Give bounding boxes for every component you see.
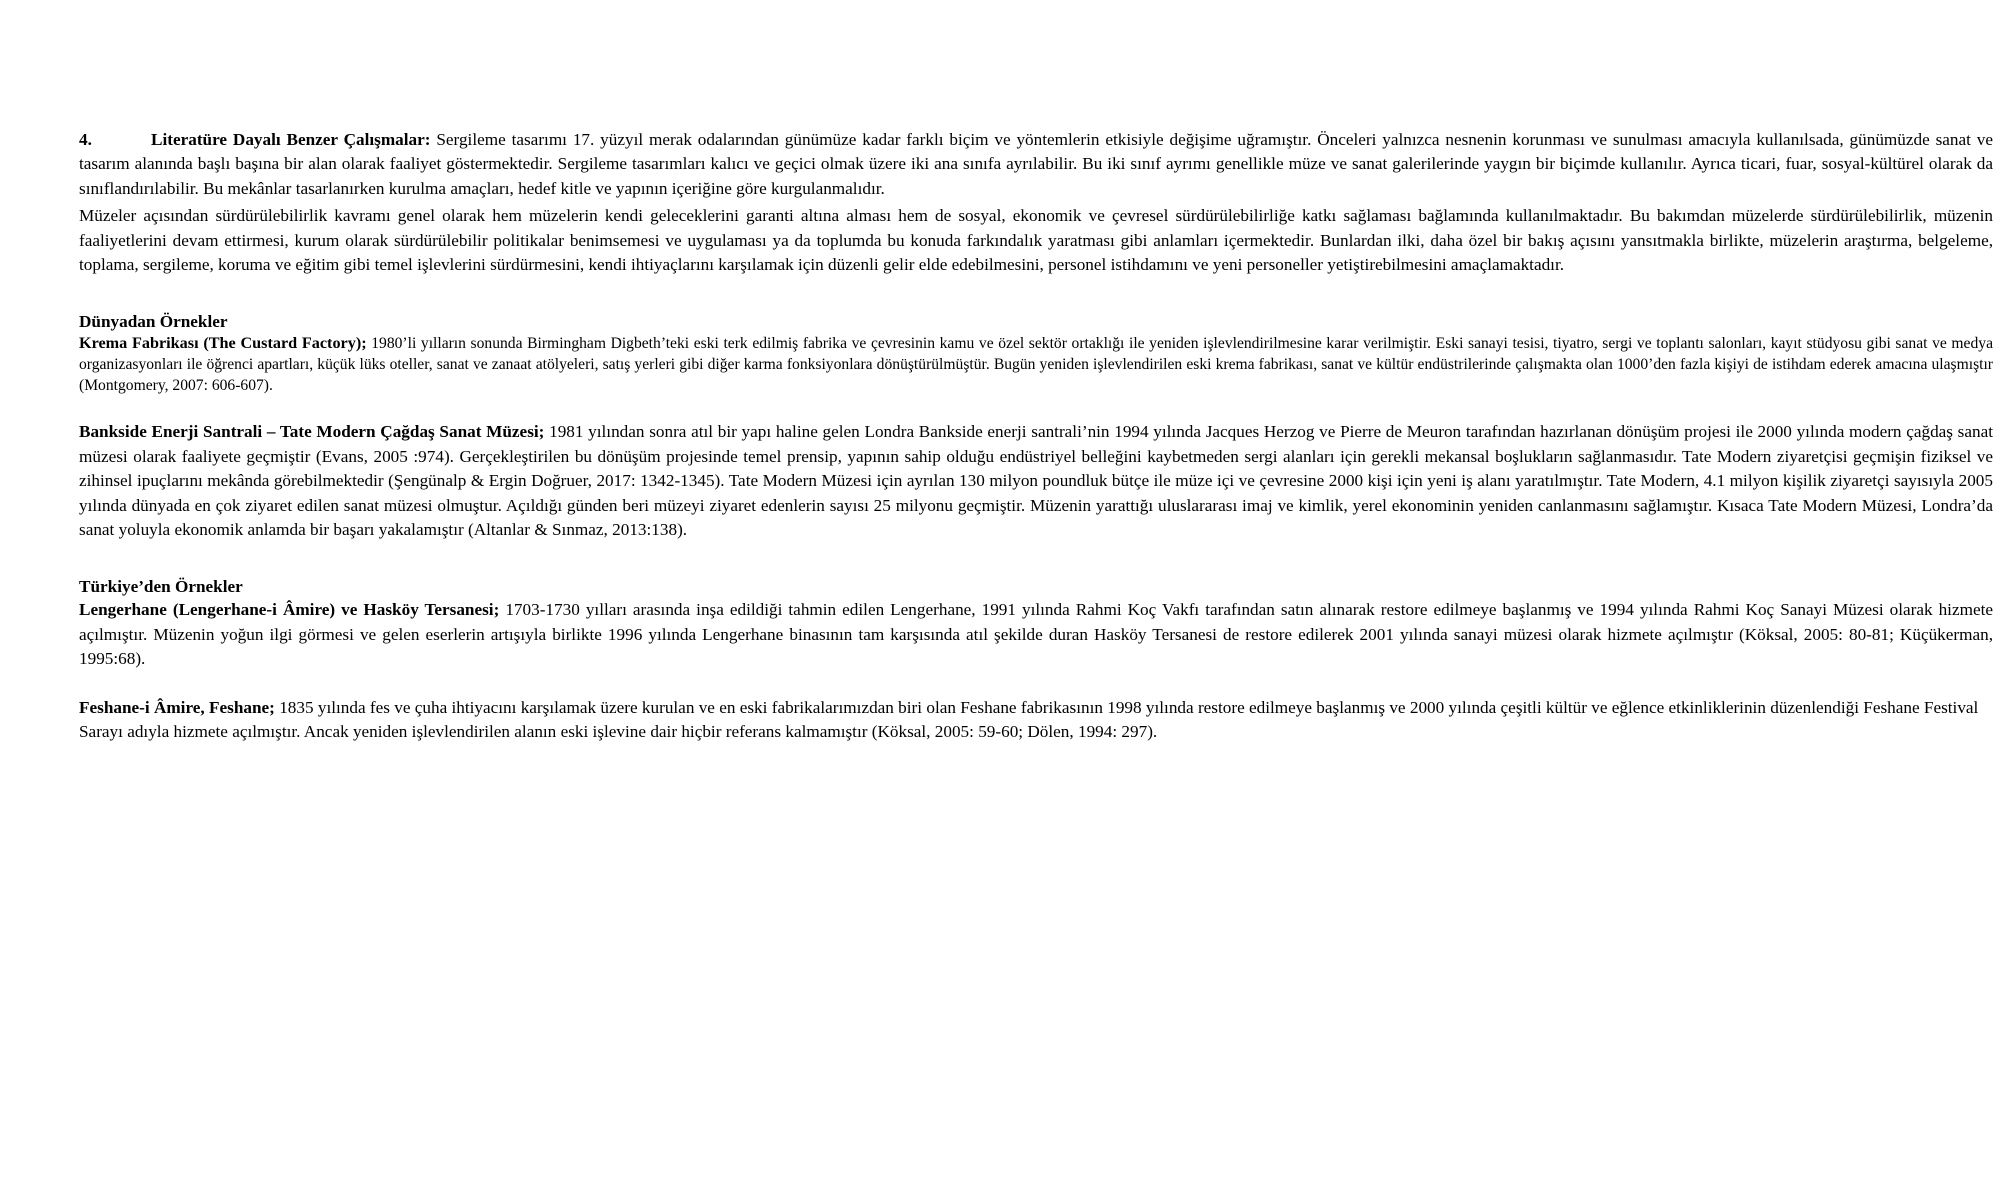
- sustainability-paragraph: Müzeler açısından sürdürülebilirlik kavramı genel olarak hem müzelerin kendi geleceklerini garanti altına alması hem de sosyal, ekonomik ve çevresel sürdürülebilirliğe katkı sağlaması bağlamında kullanılmaktadır. Bu bakımdan müzelerde sürdürülebilirlik, müzenin faaliyetlerini devam ettirmesi, kurum olarak sürdürülebilir politikalar benimsemesi ve uygulaması ya da toplumda bu konuda farkındalık yaratması gibi anlamları içermektedir. Bunlardan ilki, daha özel bir bakış açısını yansıtmakla birlikte, müzelerin araştırma, belgeleme, toplama, sergileme, koruma ve eğitim gibi temel işlevlerini sürdürmesini, kendi ihtiyaçlarını karşılamak için düzenli gelir elde edebilmesini, personel istihdamını ve yeni personeller yetiştirebilmesini amaçlamaktadır.: [79, 206, 1993, 275]
- lengerhane-text: 1703-1730 yılları arasında inşa edildiği tahmin edilen Lengerhane, 1991 yılında Rahmi Koç Vakfı tarafından satın alınarak restore edilmeye başlanmış ve 1994 yılında Rahmi Koç Sanayi Müzesi olarak hizmete açılmıştır. Müzenin yoğun ilgi görmesi ve gelen eserlerin artışıyla birlikte 1996 yılında Lengerhane binasının tam karşısında atıl şekilde duran Hasköy Tersanesi de restore edilerek 2001 yılında sanayi müzesi olarak hizmete açılmıştır (Köksal, 2005: 80-81; Küçükerman, 1995:68).: [79, 600, 1993, 669]
- section-number: 4.: [79, 130, 92, 149]
- section-4-text: Sergileme tasarımı 17. yüzyıl merak odalarından günümüze kadar farklı biçim ve yöntemlerin etkisiyle değişime uğramıştır. Önceleri yalnızca nesnenin korunması ve sunulması amacıyla kullanılsada, günümüzde sanat ve tasarım alanında başlı başına bir alan olarak faaliyet göstermektedir. Sergileme tasarımları kalıcı ve geçici olmak üzere iki ana sınıfa ayrılabilir. Bu iki sınıf ayrımı genellikle müze ve sanat galerilerinde yaygın bir biçimde kullanılır. Ayrıca ticari, fuar, sosyal-kültürel olarak da sınıflandırılabilir. Bu mekânlar tasarlanırken kurulma amaçları, hedef kitle ve yapının içeriğine göre kurgulanmalıdır.: [79, 130, 1993, 198]
- custard-factory-text: 1980’li yılların sonunda Birmingham Digbeth’teki eski terk edilmiş fabrika ve çevresinin kamu ve özel sektör ortaklığı ile yeniden işlevlendirilmesine karar verilmiştir. Eski sanayi tesisi, tiyatro, sergi ve toplantı salonları, kayıt stüdyosu gibi sanat ve medya organizasyonları ile öğrenci apartları, küçük lüks oteller, sanat ve zanaat atölyeleri, satış yerleri gibi diğer karma fonksiyonlara dönüştürülmüştür. Bugün yeniden işlevlendirilen eski krema fabrikası, sanat ve kültür endüstrilerinde çalışmakta olan 1000’den fazla kişiyi de istihdam ederek amacına ulaşmıştır (Montgomery, 2007: 606-607).: [79, 335, 1993, 395]
- feshane-text: 1835 yılında fes ve çuha ihtiyacını karşılamak üzere kurulan ve en eski fabrikalarımızdan biri olan Feshane fabrikasının 1998 yılında restore edilmeye başlanmış ve 2000 yılında çeşitli kültür ve eğlence etkinliklerinin düzenlendiği Feshane Festival Sarayı adıyla hizmete açılmıştır. Ancak yeniden işlevlendirilen alanın eski işlevine dair hiçbir referans kalmamıştır (Köksal, 2005: 59-60; Dölen, 1994: 297).: [79, 697, 1979, 742]
- bankside-paragraph: [79, 420, 1993, 542]
- lengerhane-title: Lengerhane (Lengerhane-i Âmire) ve Hasköy Tersanesi;: [79, 600, 500, 620]
- feshane-paragraph: [79, 696, 1993, 745]
- custard-factory-title: Krema Fabrikası (The Custard Factory);: [79, 334, 367, 353]
- lengerhane-paragraph: [79, 598, 1993, 671]
- bankside-title: Bankside Enerji Santrali – Tate Modern Çağdaş Sanat Müzesi;: [79, 422, 545, 442]
- turkey-examples-heading: Türkiye’den Örnekler: [79, 577, 243, 597]
- bankside-text: 1981 yılından sonra atıl bir yapı haline gelen Londra Bankside enerji santrali’nin 1994 yılında Jacques Herzog ve Pierre de Meuron tarafından hazırlanan dönüşüm projesi ile 2000 yılında modern çağdaş sanat müzesi olarak faaliyete geçmiştir (Evans, 2005 :974). Gerçekleştirilen bu dönüşüm projesinde temel prensip, yapının sahip olduğu endüstriyel belleğini kaybetmeden sergi alanları için gerekli mekansal boşlukların sağlanmasıdır. Tate Modern ziyaretçisi geçmişin fiziksel ve zihinsel ipuçlarını mekânda görebilmektedir (Şengünalp & Ergin Doğruer, 2017: 1342-1345). Tate Modern Müzesi için ayrılan 130 milyon poundluk bütçe ile müze içi ve çevresine 2000 kişi için yeni iş alanı yaratılmıştır. Tate Modern, 4.1 milyon kişilik ziyaretçi sayısıyla 2005 yılında dünyada en çok ziyaret edilen sanat müzesi olmuştur. Açıldığı günden beri müzeyi ziyaret edenlerin sayısı 25 milyonu geçmiştir. Müzenin yarattığı uluslararası imaj ve kimlik, yerel ekonominin yeniden canlanmasını sağlamıştır. Kısaca Tate Modern Müzesi, Londra’da sanat yoluyla ekonomik anlamda bir başarı yakalamıştır (Altanlar & Sınmaz, 2013:138).: [79, 422, 1993, 540]
- world-examples-heading: Dünyadan Örnekler: [79, 312, 228, 332]
- document-page: [79, 128, 1993, 745]
- section-title: Literatüre Dayalı Benzer Çalışmalar:: [151, 130, 431, 149]
- feshane-title: Feshane-i Âmire, Feshane;: [79, 697, 275, 717]
- section-4-paragraph: [79, 128, 1993, 201]
- custard-factory-paragraph: [79, 333, 1993, 396]
